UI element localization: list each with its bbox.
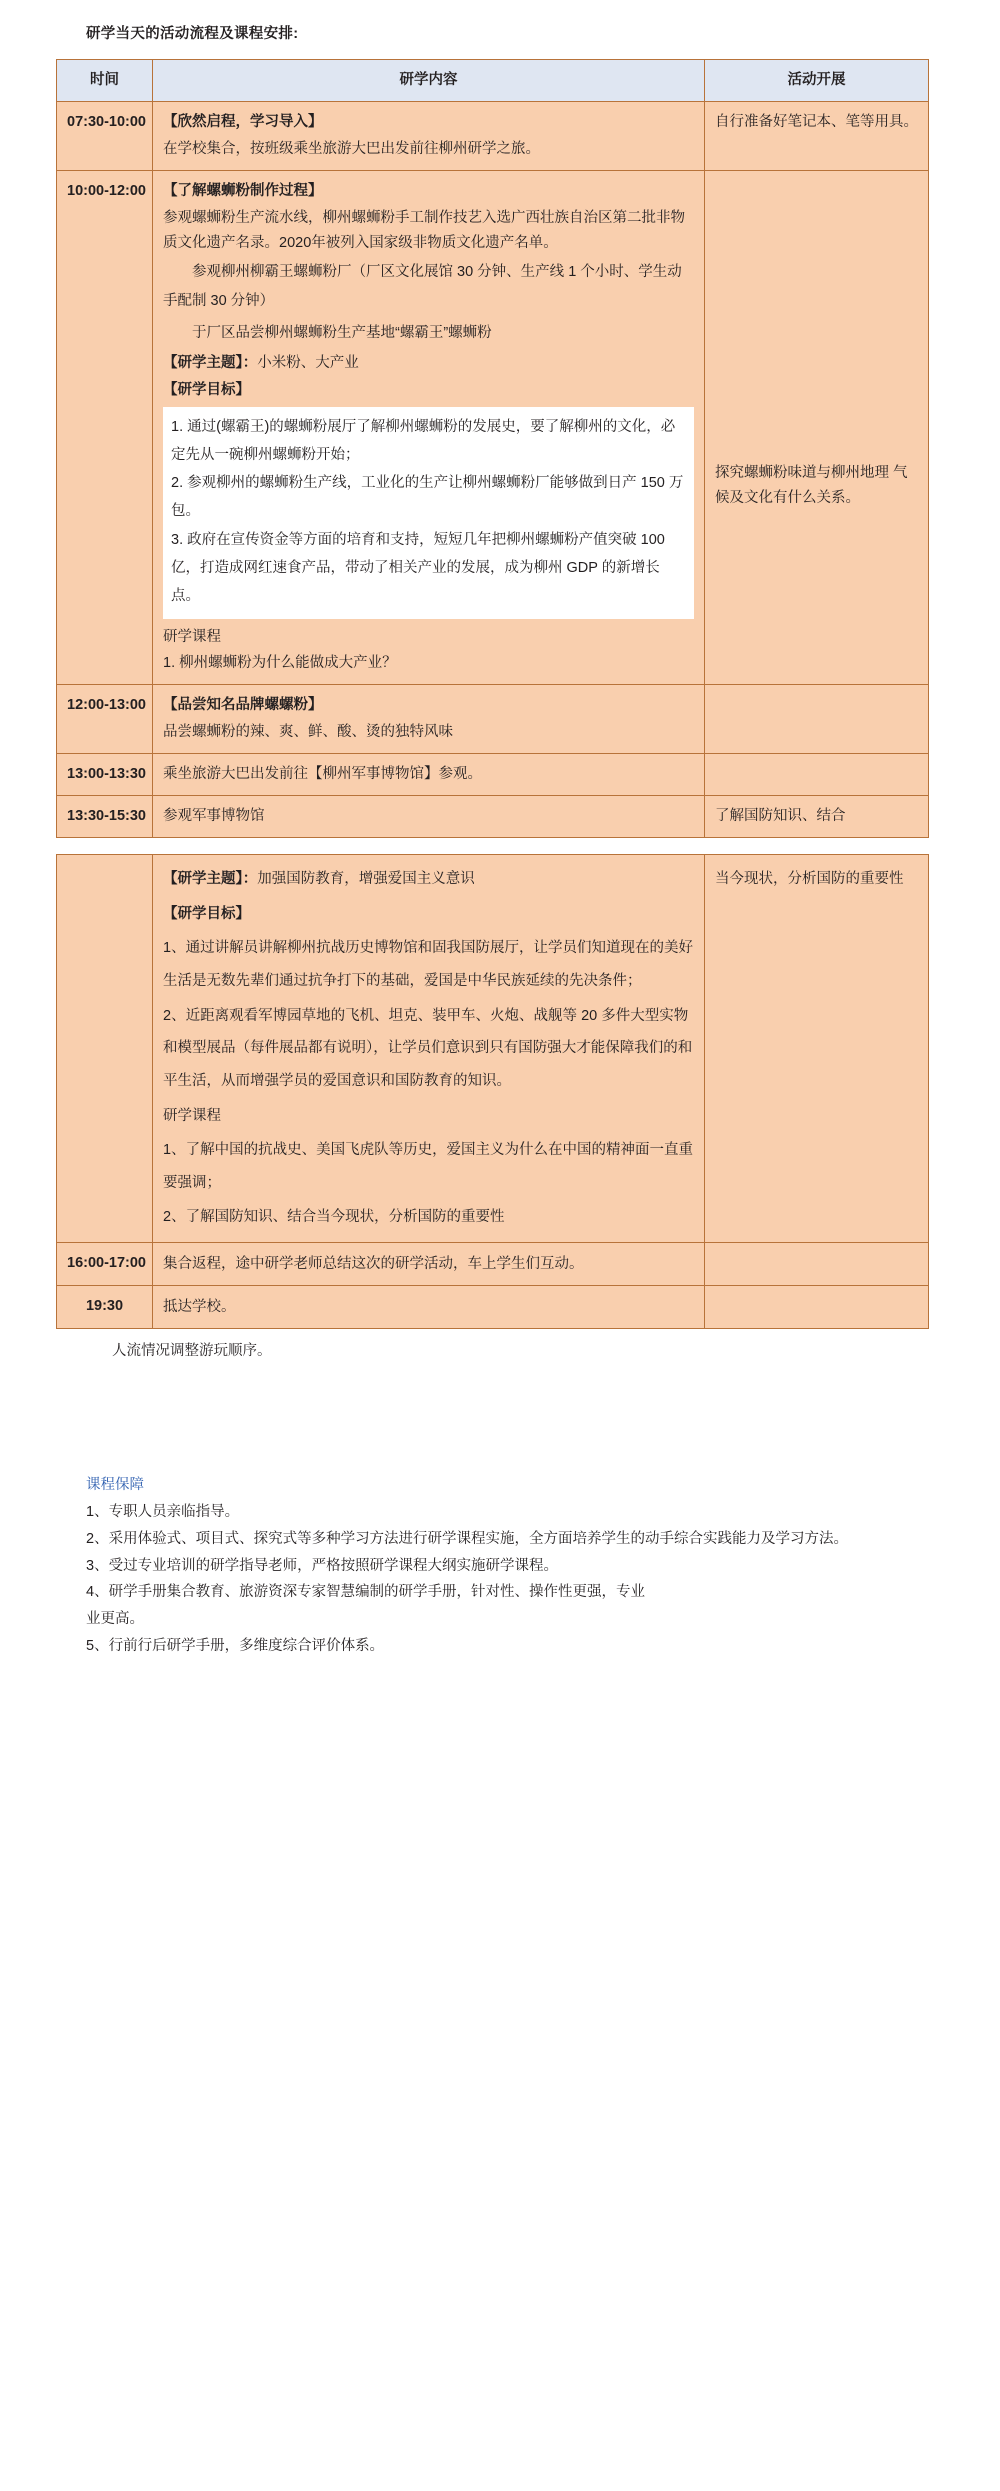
content-line: 在学校集合，按班级乘坐旅游大巴出发前往柳州研学之旅。 [163,140,540,157]
table-row [57,754,929,796]
content-line: 参观军事博物馆 [163,808,265,825]
footer-heading: 课程保障 [86,1477,144,1494]
content-line: 品尝螺蛳粉的辣、爽、鲜、酸、烫的独特风味 [163,724,453,741]
row-activity [705,754,929,796]
content-line: 参观螺蛳粉生产流水线，柳州螺蛳粉手工制作技艺入选广西壮族自治区第二批非物质文化遗产名录。2020年被列入国家级非物质文化遗产名单。 [163,209,685,251]
theme [163,351,694,376]
content-line: 于厂区品尝柳州螺蛳粉生产基地“螺霸王”螺蛳粉 [192,325,492,342]
table-row [57,855,929,1243]
content-title: 【品尝知名品牌螺螺粉】 [163,697,323,714]
theme-label: 【研学主题】： [163,354,258,371]
schedule-note: 人流情况调整游玩顺序。 [112,1343,272,1360]
course-label: 研学课程 [163,1107,221,1124]
course-item: 2、了解国防知识、结合当今现状，分析国防的重要性 [163,1209,505,1226]
table-row [57,796,929,838]
course-item: 1. 柳州螺蛳粉为什么能做成大产业？ [163,655,397,672]
footer-line: 5、行前行后研学手册，多维度综合评价体系。 [86,1638,385,1655]
row-activity: 探究螺蛳粉味道与柳州地理 气候及文化有什么关系。 [705,170,929,685]
column-header-activity: 活动开展 [705,60,929,102]
row-content [153,1286,705,1329]
schedule-table-part2 [56,854,929,1329]
row-activity [705,1243,929,1286]
course-label: 研学课程 [163,628,221,645]
table-header-row [57,60,929,102]
row-time [57,855,153,1243]
objective-item: 2. 参观柳州的螺蛳粉生产线，工业化的生产让柳州螺蛳粉厂能够做到日产 150 万包。 [171,475,684,520]
row-content [153,754,705,796]
theme-text: 加强国防教育，增强爱国主义意识 [257,871,475,888]
row-content [153,685,705,754]
theme-label: 【研学主题】： [163,871,258,888]
theme [163,863,694,896]
schedule-table-part1 [56,59,929,838]
page-break-gap [0,838,1000,854]
row-time: 16:00-17:00 [57,1243,153,1286]
content-title: 【了解螺蛳粉制作过程】 [163,182,323,199]
row-time: 13:00-13:30 [57,754,153,796]
page-title: 研学当天的活动流程及课程安排: [86,26,299,42]
table-row [57,685,929,754]
row-time: 07:30-10:00 [57,101,153,170]
footer-line: 业更高。 [86,1611,144,1628]
row-activity: 当今现状，分析国防的重要性 [705,855,929,1243]
content-title: 【欣然启程，学习导入】 [163,113,323,130]
row-time: 13:30-15:30 [57,796,153,838]
row-content [153,855,705,1243]
footer-line: 1、专职人员亲临指导。 [86,1504,240,1521]
row-activity: 了解国防知识、结合 [705,796,929,838]
footer-line: 3、受过专业培训的研学指导老师，严格按照研学课程大纲实施研学课程。 [86,1557,559,1574]
footer-line: 4、研学手册集合教育、旅游资深专家智慧编制的研学手册，针对性、操作性更强，专业 [86,1584,646,1601]
row-activity [705,685,929,754]
objective-label: 【研学目标】 [163,905,250,922]
row-content [153,1243,705,1286]
row-content [153,170,705,685]
content-line: 参观柳州柳霸王螺蛳粉厂（厂区文化展馆 30 分钟、生产线 1 个小时、学生动手配制 30 分钟） [163,263,682,310]
row-time: 12:00-13:00 [57,685,153,754]
table-row [57,101,929,170]
objective-item: 1. 通过(螺霸王)的螺蛳粉展厅了解柳州螺蛳粉的发展史，要了解柳州的文化，必定先从一碗柳州螺蛳粉开始； [171,418,676,463]
column-header-time: 时间 [57,60,153,102]
footer-section [86,1472,1000,1660]
objective-item: 2、近距离观看军博园草地的飞机、坦克、装甲车、火炮、战舰等 20 多件大型实物和模型展品（每件展品都有说明），让学员们意识到只有国防强大才能保障我们的和平生活，从而增强学员的爱国意识和国防教育的知识。 [163,1007,693,1089]
row-activity: 自行准备好笔记本、笔等用具。 [705,101,929,170]
row-content [153,101,705,170]
objective-label: 【研学目标】 [163,381,250,398]
content-line: 乘坐旅游大巴出发前往【柳州军事博物馆】参观。 [163,766,482,783]
course-item: 1、了解中国的抗战史、美国飞虎队等历史，爱国主义为什么在中国的精神面一直重要强调； [163,1142,694,1191]
objective-box [163,407,694,619]
row-activity [705,1286,929,1329]
theme-text: 小米粉、大产业 [257,354,359,371]
footer-line: 2、采用体验式、项目式、探究式等多种学习方法进行研学课程实施，全方面培养学生的动手综合实践能力及学习方法。 [86,1530,849,1547]
table-row [57,1243,929,1286]
row-time: 19:30 [57,1286,153,1329]
row-content [153,796,705,838]
objective-item: 1、通过讲解员讲解柳州抗战历史博物馆和固我国防展厅，让学员们知道现在的美好生活是无数先辈们通过抗争打下的基础，爱国是中华民族延续的先决条件； [163,940,694,990]
table-row [57,1286,929,1329]
content-line: 抵达学校。 [163,1299,236,1316]
column-header-content: 研学内容 [153,60,705,102]
content-line: 集合返程，途中研学老师总结这次的研学活动，车上学生们互动。 [163,1256,584,1273]
table-row [57,170,929,685]
row-time: 10:00-12:00 [57,170,153,685]
objective-item: 3. 政府在宣传资金等方面的培育和支持，短短几年把柳州螺蛳粉产值突破 100 亿，打造成网红速食产品，带动了相关产业的发展，成为柳州 GDP 的新增长点。 [171,531,665,605]
